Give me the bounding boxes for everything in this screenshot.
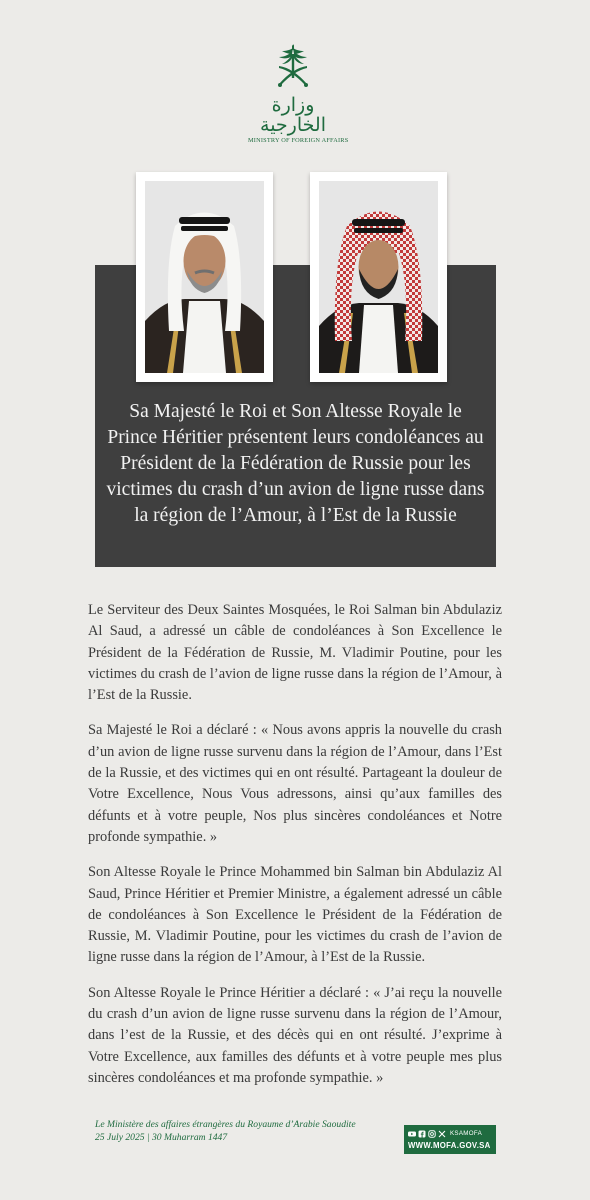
ministry-logo — [248, 44, 349, 144]
instagram-icon[interactable] — [428, 1130, 436, 1138]
logo-english-text: MINISTRY OF FOREIGN AFFAIRS — [248, 137, 349, 144]
portrait-crown-prince — [310, 172, 447, 382]
portrait-king — [136, 172, 273, 382]
website-link[interactable]: WWW.MOFA.GOV.SA — [408, 1141, 491, 1150]
body-paragraph: Le Serviteur des Deux Saintes Mosquées, le Roi Salman bin Abdulaziz Al Saud, a adressé un câble de condoléances à Son Excellence le Président de la Fédération de Russie, M. Vladimir Poutine, pour les victimes du crash de l’avion de ligne russe dans la région de l’Amour, à l’Est de la Russie. — [88, 602, 502, 704]
footer-credits — [95, 1118, 395, 1144]
portrait-crown-prince-image — [319, 181, 438, 373]
body-paragraph: Son Altesse Royale le Prince Héritier a déclaré : « J’ai reçu la nouvelle du crash d’un avion de ligne russe survenu dans la région de l’Amour, dans l’est de la Russie, et des décès qui en ont résulté. J’exprime à Votre Excellence, aux familles des défunts et à votre peuple mes plus sincères condoléances et ma profonde sympathie. » — [88, 984, 502, 1086]
facebook-icon[interactable] — [418, 1130, 426, 1138]
logo-arabic-text: وزارة الخارجية — [260, 94, 326, 136]
headline-text: Sa Majesté le Roi et Son Altesse Royale le Prince Héritier présentent leurs condoléances au Président de la Fédération de Russie pour les victimes du crash d’un avion de ligne russe dans la région de l’Amour, à l’Est de la Russie — [106, 401, 485, 526]
body-paragraph: Sa Majesté le Roi a déclaré : « Nous avons appris la nouvelle du crash d’un avion de ligne russe survenu dans la région de l’Amour, dans l’Est de la Russie, et des victimes qui en ont résulté. Partageant la douleur de Votre Excellence, Nous Vous adressons, ainsi qu’aux familles des défunts et à votre peuple, Nos plus sincères condoléances et Notre profonde sympathie. » — [88, 722, 502, 845]
social-handle[interactable]: KSAMOFA — [450, 1130, 483, 1137]
portrait-king-image — [145, 181, 264, 373]
social-icons-row — [408, 1129, 482, 1138]
x-icon[interactable] — [438, 1130, 446, 1138]
date-line: 25 July 2025 | 30 Muharram 1447 — [95, 1132, 228, 1143]
social-block — [404, 1125, 496, 1154]
youtube-icon[interactable] — [408, 1130, 416, 1138]
body-paragraph: Son Altesse Royale le Prince Mohammed bin Salman bin Abdulaziz Al Saud, Prince Héritier et Premier Ministre, a également adressé un câble de condoléances à Son Excellence le Président de la Fédération de Russie, M. Vladimir Poutine, pour les victimes du crash de l’avion de ligne russe dans la région de l’Amour, à l’Est de la Russie. — [88, 864, 502, 966]
ministry-line: Le Ministère des affaires étrangères du Royaume d’Arabie Saoudite — [95, 1119, 356, 1130]
article-body — [88, 600, 502, 1103]
palm-swords-emblem-icon — [273, 44, 313, 94]
